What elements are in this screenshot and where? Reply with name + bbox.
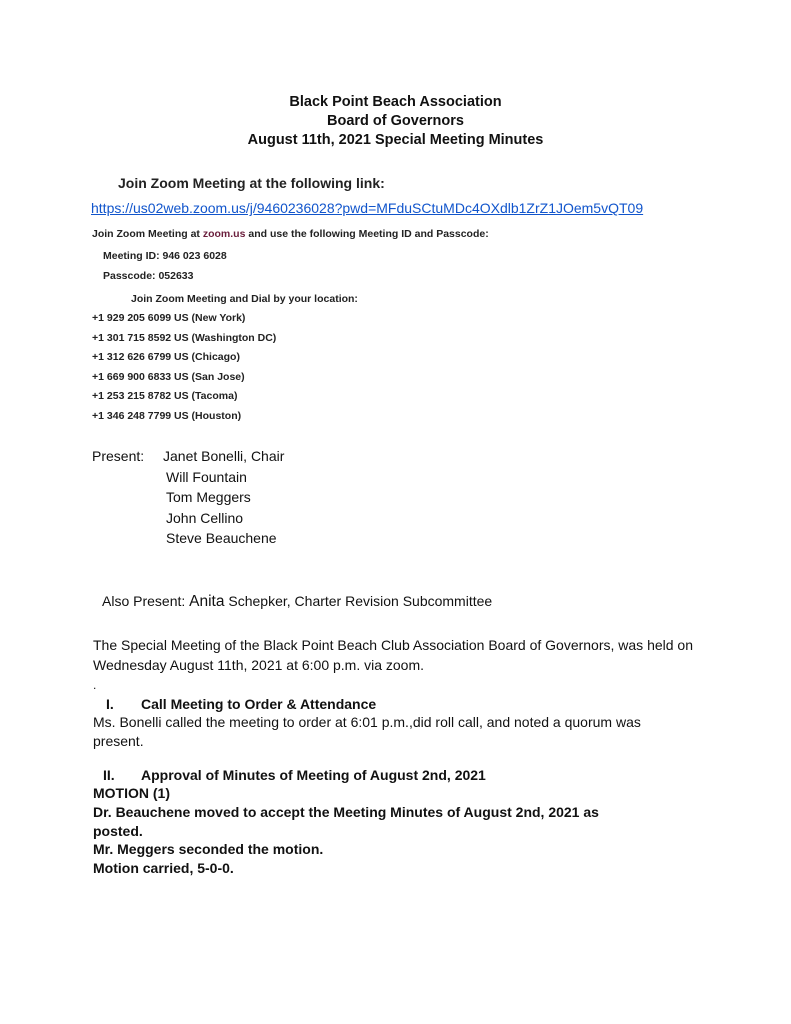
present-member: Janet Bonelli, Chair <box>163 448 285 464</box>
present-member: Steve Beauchene <box>166 530 277 547</box>
motion-result: Motion carried, 5-0-0. <box>93 860 234 877</box>
motion-second: Mr. Meggers seconded the motion. <box>93 841 324 858</box>
join-zoom-heading: Join Zoom Meeting at the following link: <box>118 175 385 191</box>
motion-text-cont: posted. <box>93 822 143 839</box>
motion-label: MOTION (1) <box>93 785 170 801</box>
section-2-motion <box>93 784 673 878</box>
board-name: Board of Governors <box>327 113 464 129</box>
intro-paragraph: The Special Meeting of the Black Point Beach Club Association Board of Governors, was held on Wednesday August 11th, 2021 at 6:00 p.m. via zoom. <box>93 637 694 673</box>
document-header <box>0 93 791 150</box>
dial-number: +1 253 215 8782 US (Tacoma) <box>92 390 238 402</box>
dial-number: +1 669 900 6833 US (San Jose) <box>92 370 245 383</box>
meeting-id: Meeting ID: 946 023 6028 <box>103 250 227 262</box>
section-1-title: Call Meeting to Order & Attendance <box>141 696 377 712</box>
organization-name: Black Point Beach Association <box>289 94 502 110</box>
dial-number: +1 312 626 6799 US (Chicago) <box>92 351 240 363</box>
present-member: Will Fountain <box>166 468 247 485</box>
dial-number: +1 929 205 6099 US (New York) <box>92 312 246 324</box>
section-1-number: I. <box>106 696 114 712</box>
present-member: Tom Meggers <box>166 489 251 506</box>
motion-text: Dr. Beauchene moved to accept the Meeting Minutes of August 2nd, 2021 as <box>93 803 599 820</box>
present-members <box>165 448 284 551</box>
also-present-label: Also Present: <box>102 593 190 609</box>
join-at-prefix: Join Zoom Meeting at <box>92 228 203 240</box>
also-present-first-name: Anita <box>189 593 225 610</box>
also-present-rest: Schepker, Charter Revision Subcommittee <box>224 593 493 609</box>
also-present <box>102 593 492 611</box>
passcode: Passcode: 052633 <box>103 270 194 282</box>
present-member: John Cellino <box>166 509 244 526</box>
join-at-suffix: and use the following Meeting ID and Passcode: <box>245 228 489 240</box>
stray-dot: . <box>93 678 97 692</box>
zoom-site-link[interactable]: zoom.us <box>202 228 246 240</box>
meeting-title: August 11th, 2021 Special Meeting Minutes <box>247 132 544 148</box>
dial-number: +1 301 715 8592 US (Washington DC) <box>92 331 277 344</box>
section-2-title: Approval of Minutes of Meeting of August 2nd, 2021 <box>141 767 486 783</box>
dial-number: +1 346 248 7799 US (Houston) <box>92 409 242 422</box>
present-label: Present: <box>92 448 145 464</box>
zoom-meeting-link[interactable]: https://us02web.zoom.us/j/9460236028?pwd=MFduSCtuMDc4OXdlb1ZrZ1JOem5vQT09 <box>91 200 644 216</box>
section-1-body: Ms. Bonelli called the meeting to order at 6:01 p.m.,did roll call, and noted a quorum was present. <box>93 714 641 749</box>
dial-in-numbers <box>92 312 276 429</box>
section-2-number: II. <box>103 767 115 783</box>
dial-heading: Join Zoom Meeting and Dial by your location: <box>131 293 358 305</box>
join-at-instructions <box>92 228 489 240</box>
